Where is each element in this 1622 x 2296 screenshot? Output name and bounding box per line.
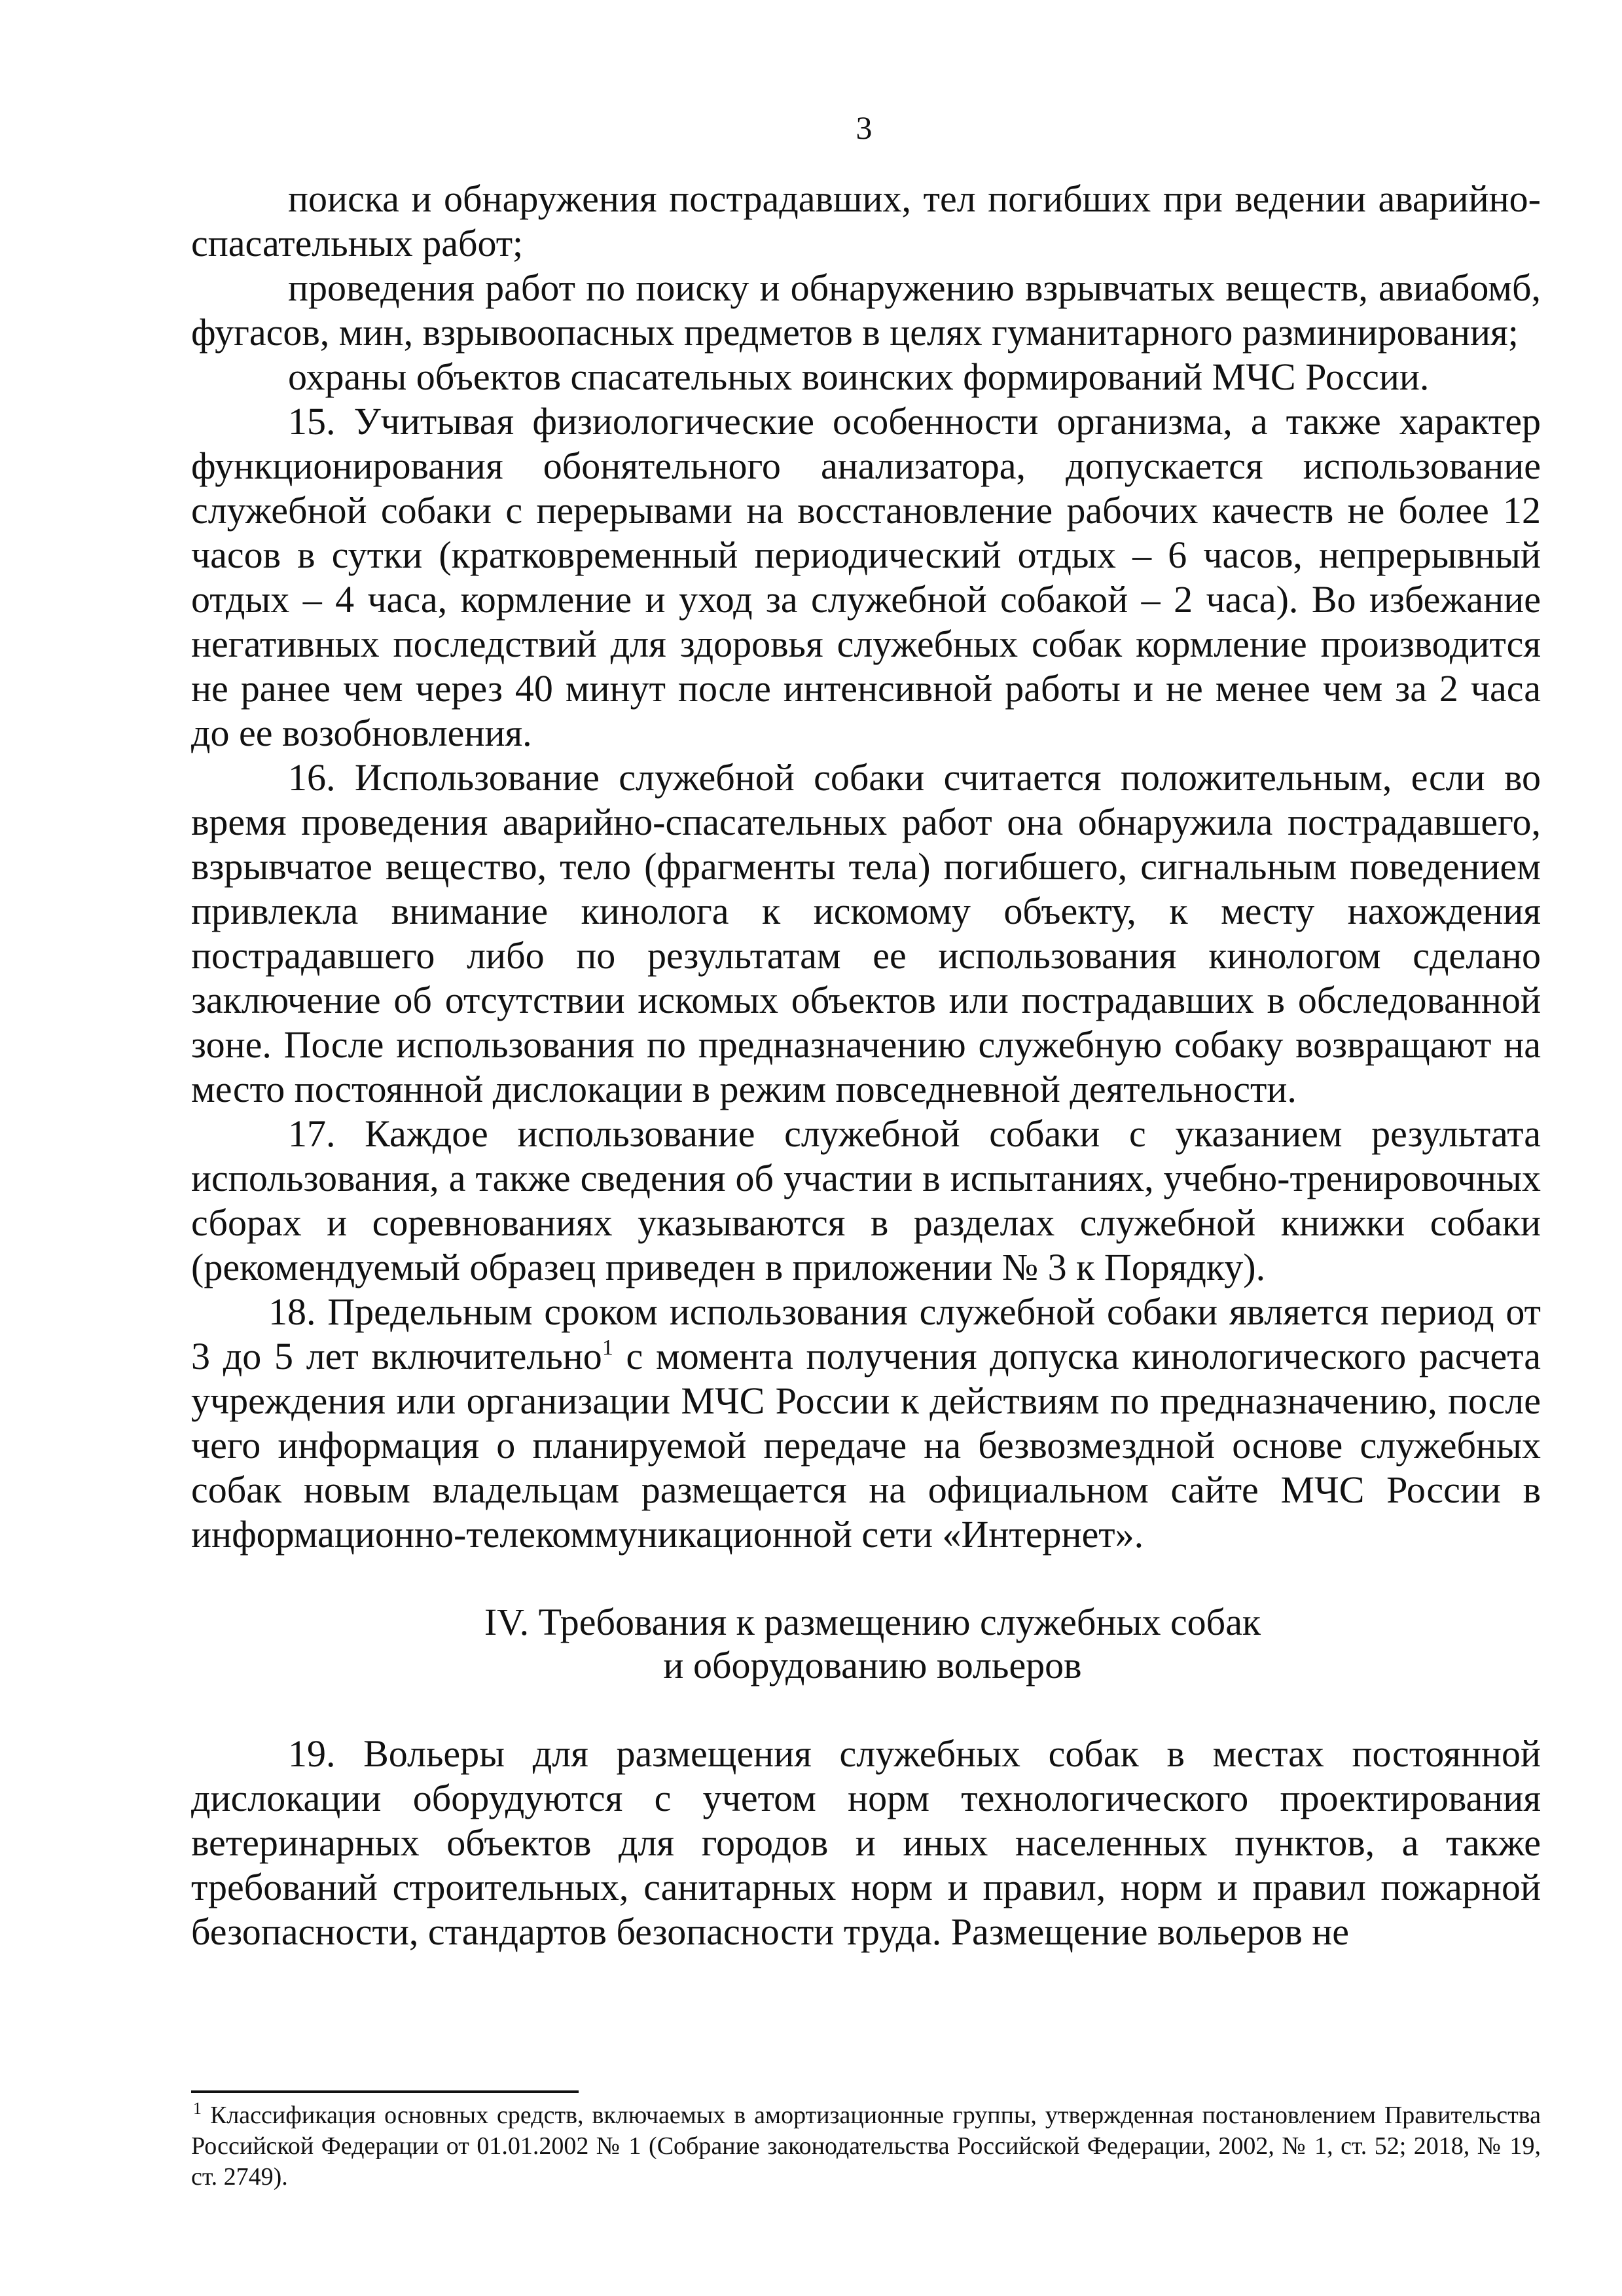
paragraph-search-victims: поиска и обнаружения пострадавших, тел погибших при ведении аварийно-спасательных работ; <box>191 177 1541 264</box>
paragraph-18-text-end: с момента получения допуска кинологического расчета учреждения или организации МЧС России к действиям по предназначению, после чего информация о планируемой передаче на безвозмездной основе служебных собак новым владельцам размещается на официальном сайте МЧС России в информационно-телекоммуникационной сети «Интернет». <box>191 1335 1541 1556</box>
paragraph-18 <box>191 1290 1541 1557</box>
footnote-mark: 1 <box>193 2099 202 2118</box>
paragraph-guarding: охраны объектов спасательных воинских формирований МЧС России. <box>288 355 1430 398</box>
footnote-divider <box>191 2090 579 2093</box>
section-heading-line-1: IV. Требования к размещению служебных собак <box>484 1601 1261 1643</box>
paragraph-17: 17. Каждое использование служебной собаки с указанием результата использования, а также сведения об участии в испытаниях, учебно-тренировочных сборах и соревнованиях указываются в разделах служебной книжки собаки (рекомендуемый образец приведен в приложении № 3 к Порядку). <box>191 1112 1541 1288</box>
paragraph-16: 16. Использование служебной собаки считается положительным, если во время проведения аварийно-спасательных работ она обнаружила пострадавшего, взрывчатое вещество, тело (фрагменты тела) погибшего, сигнальным поведением привлекла внимание кинолога к искомому объекту, к месту нахождения пострадавшего либо по результатам ее использования кинологом сделано заключение об отсутствии искомых объектов или пострадавших в обследованной зоне. После использования по предназначению служебную собаку возвращают на место постоянной дислокации в режим повседневной деятельности. <box>191 756 1541 1110</box>
paragraph-18-text-start: 18. Предельным сроком использования служебной собаки является период от 3 до 5 лет включительно <box>191 1290 1541 1377</box>
section-heading <box>191 1601 1541 1687</box>
section-heading-line-2: и оборудованию вольеров <box>663 1644 1082 1686</box>
footnote-reference: 1 <box>602 1336 613 1360</box>
paragraph-19: 19. Вольеры для размещения служебных собак в местах постоянной дислокации оборудуются с учетом норм технологического проектирования ветеринарных объектов для городов и иных населенных пунктов, а также требований строительных, санитарных норм и правил, норм и правил пожарной безопасности, стандартов безопасности труда. Размещение вольеров не <box>191 1732 1541 1953</box>
footnote-text: Классификация основных средств, включаемых в амортизационные группы, утвержденная постановлением Правительства Российской Федерации от 01.01.2002 № 1 (Собрание законодательства Российской Федерации, 2002, № 1, ст. 52; 2018, № 19, ст. 2749). <box>191 2102 1541 2191</box>
document-body <box>191 177 1541 1954</box>
paragraph-15: 15. Учитывая физиологические особенности организма, а также характер функционирования обонятельного анализатора, допускается использование служебной собаки с перерывами на восстановление рабочих качеств не более 12 часов в сутки (кратковременный периодический отдых – 6 часов, непрерывный отдых – 4 часа, кормление и уход за служебной собакой – 2 часа). Во избежание негативных последствий для здоровья служебных собак кормление производится не ранее чем через 40 минут после интенсивной работы и не менее чем за 2 часа до ее возобновления. <box>191 400 1541 754</box>
paragraph-demining: проведения работ по поиску и обнаружению взрывчатых веществ, авиабомб, фугасов, мин, взрывоопасных предметов в целях гуманитарного разминирования; <box>191 266 1541 354</box>
page-number: 3 <box>856 109 873 146</box>
footnote <box>191 2100 1541 2193</box>
